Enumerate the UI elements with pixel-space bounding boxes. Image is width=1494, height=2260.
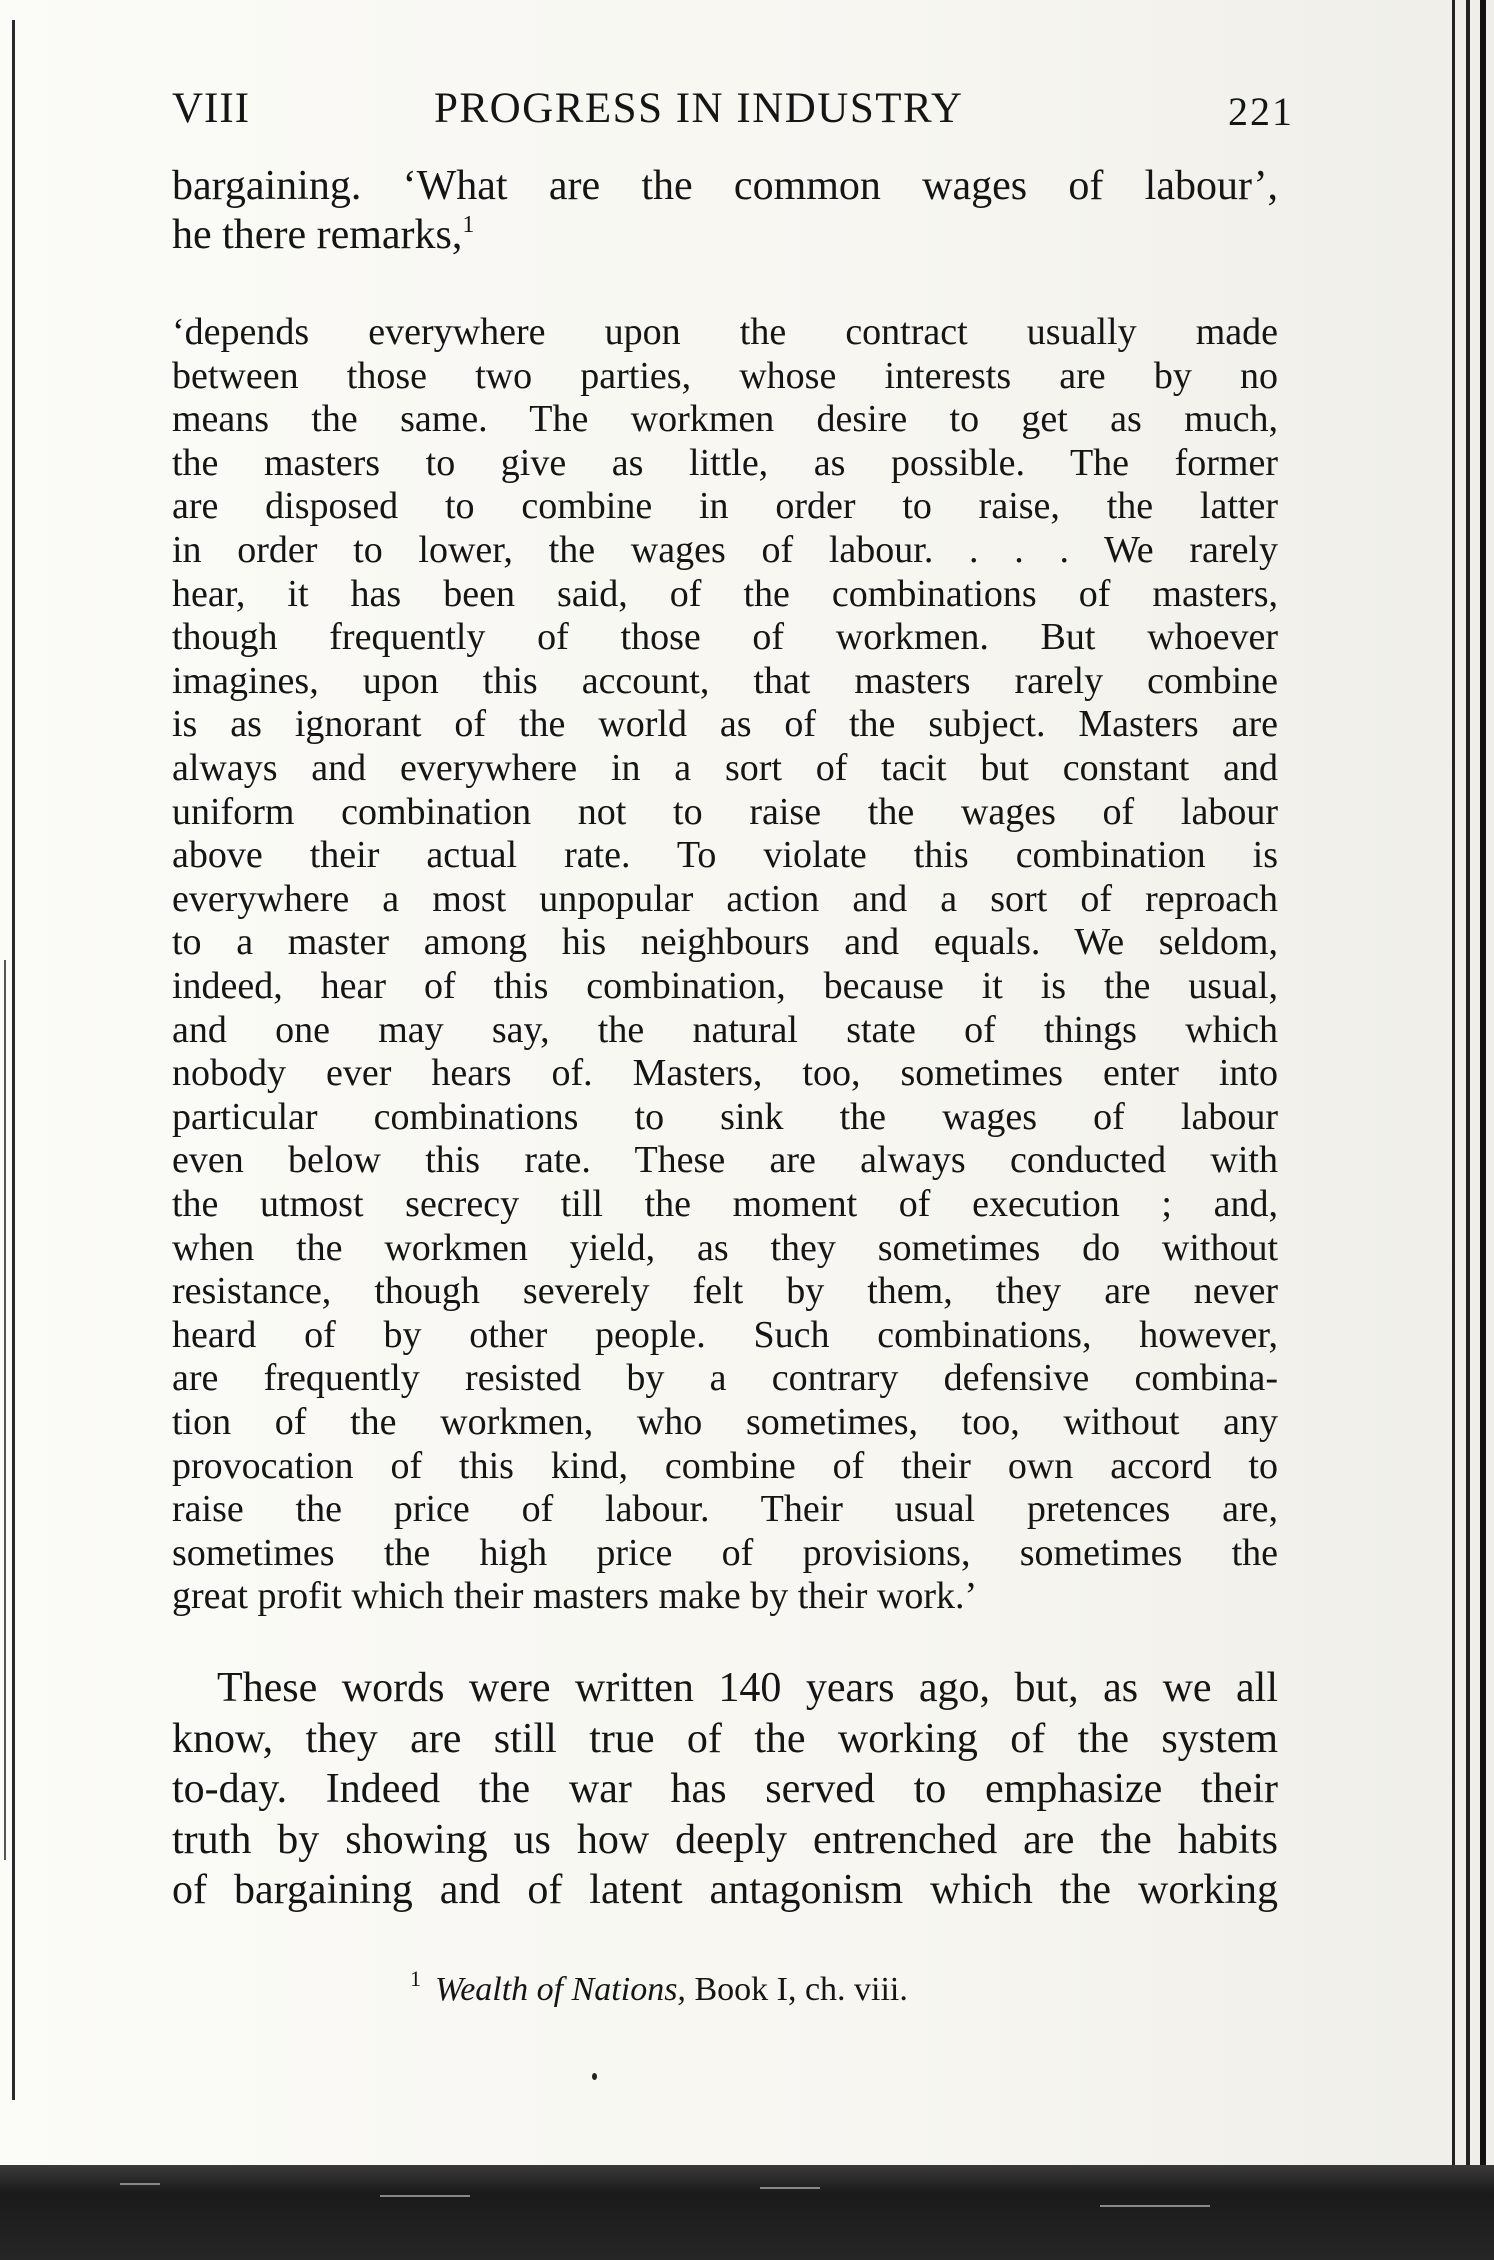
quote-line: ‘depends everywhere upon the contract usually made [172, 311, 1278, 353]
quote-line: uniform combination not to raise the wages of labour [172, 790, 1278, 833]
quote-line: are frequently resisted by a contrary defensive combina- [172, 1357, 1278, 1400]
running-title: PROGRESS IN INDUSTRY [434, 85, 964, 132]
chapter-number: VIII [172, 85, 251, 132]
quote-line: are disposed to combine in order to raise, the latter [172, 485, 1278, 528]
quote-line: always and everywhere in a sort of tacit but constant and [172, 747, 1278, 789]
ink-speck [592, 2073, 597, 2080]
quote-line: great profit which their masters make by their work.’ [172, 1575, 978, 1618]
quote-line: even below this rate. These are always conducted with [172, 1139, 1278, 1182]
quote-line: nobody ever hears of. Masters, too, sometimes enter into [172, 1052, 1278, 1095]
quote-line: and one may say, the natural state of things which [172, 1008, 1278, 1051]
quote-line: everywhere a most unpopular action and a sort of reproach [172, 877, 1278, 920]
quote-line: the utmost secrecy till the moment of execution ; and, [172, 1183, 1278, 1225]
footnote [410, 1966, 908, 2009]
page-edge-line [1466, 0, 1470, 2175]
quote-line: heard of by other people. Such combinations, however, [172, 1313, 1278, 1356]
quote-line: to a master among his neighbours and equals. We seldom, [172, 921, 1278, 964]
quote-line: resistance, though severely felt by them, they are never [172, 1270, 1278, 1313]
paragraph-line: These words were written 140 years ago, but, as we all [217, 1665, 1278, 1711]
intro-text: he there remarks, [172, 212, 463, 258]
quote-line: hear, it has been said, of the combinations of masters, [172, 572, 1278, 615]
quote-line: imagines, upon this account, that masters rarely combine [172, 659, 1278, 702]
quote-line: tion of the workmen, who sometimes, too, without any [172, 1401, 1278, 1443]
footnote-work-title: Wealth of Nations, [435, 1971, 686, 2008]
quote-line: above their actual rate. To violate this combination is [172, 834, 1278, 877]
footnote-reference-text: Book I, ch. viii. [694, 1971, 908, 2008]
quote-line: provocation of this kind, combine of their own accord to [172, 1444, 1278, 1487]
paragraph-line: know, they are still true of the working of the system [172, 1715, 1278, 1762]
footnote-reference: 1 [462, 212, 475, 238]
running-header [172, 84, 1294, 148]
page-number: 221 [1228, 89, 1294, 134]
page-edge-line [1480, 0, 1486, 2175]
quote-line: in order to lower, the wages of labour. . . . We rarely [172, 529, 1278, 571]
page-edge-line [1452, 0, 1455, 2175]
quote-line: sometimes the high price of provisions, sometimes the [172, 1531, 1278, 1574]
intro-line [172, 211, 1278, 259]
quote-line: particular combinations to sink the wages of labour [172, 1095, 1278, 1138]
binding-edge [12, 20, 15, 2100]
binding-edge-inner [4, 960, 6, 1860]
quote-line: raise the price of labour. Their usual pretences are, [172, 1488, 1278, 1531]
intro-line: bargaining. ‘What are the common wages of labour’, [172, 163, 1278, 209]
quote-line: means the same. The workmen desire to get as much, [172, 398, 1278, 441]
quote-line: when the workmen yield, as they sometimes do without [172, 1226, 1278, 1269]
quote-line: is as ignorant of the world as of the subject. Masters are [172, 703, 1278, 746]
quote-line: indeed, hear of this combination, because it is the usual, [172, 965, 1278, 1007]
paragraph-line: truth by showing us how deeply entrenched are the habits [172, 1816, 1278, 1863]
quote-line: between those two parties, whose interests are by no [172, 354, 1278, 397]
paragraph-line: to-day. Indeed the war has served to emphasize their [172, 1766, 1278, 1812]
quote-line: the masters to give as little, as possible. The former [172, 441, 1278, 484]
quote-line: though frequently of those of workmen. But whoever [172, 616, 1278, 659]
paragraph-line: of bargaining and of latent antagonism which the working [172, 1867, 1278, 1913]
scan-bottom-edge [0, 2165, 1494, 2260]
footnote-marker: 1 [410, 1966, 421, 1991]
